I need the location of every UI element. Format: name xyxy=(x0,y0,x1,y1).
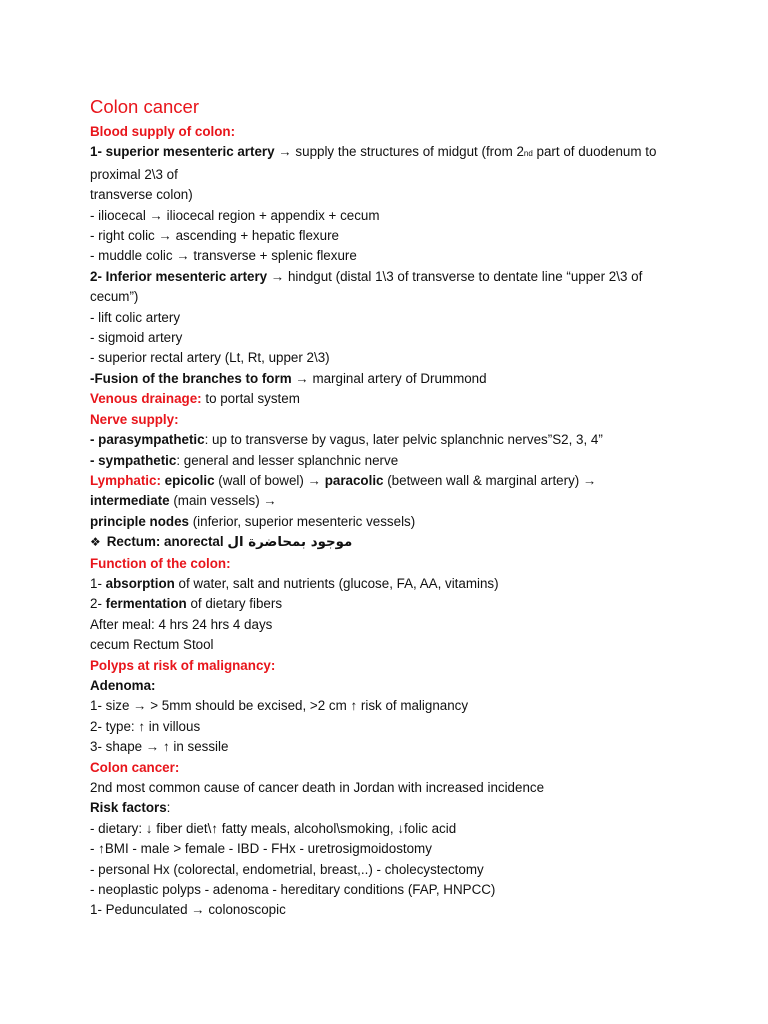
sma-branch: - muddle colic → transverse + splenic flexure xyxy=(90,248,357,264)
lymphatic-label: Lymphatic xyxy=(90,472,157,488)
sma-wrap-2: transverse colon) xyxy=(90,187,193,203)
sma-text-a: → supply the structures of midgut (from 2 xyxy=(274,144,524,160)
adenoma-heading: Adenoma: xyxy=(90,677,156,693)
risk-item: - ↑BMI - male > female - IBD - FHx - uretrosigmoidostomy xyxy=(90,841,432,857)
ima-branch: - sigmoid artery xyxy=(90,330,183,346)
polyps-heading: Polyps at risk of malignancy: xyxy=(90,657,276,673)
fusion-text: → marginal artery of Drummond xyxy=(291,370,487,386)
principle-text: (inferior, superior mesenteric vessels) xyxy=(188,513,416,529)
sympathetic-line xyxy=(90,451,690,471)
intermediate-label: intermediate xyxy=(90,493,170,509)
rectum-label: Rectum: anorectal xyxy=(106,534,224,550)
paracolic-label: paracolic xyxy=(324,472,384,488)
function-heading: Function of the colon: xyxy=(90,555,231,571)
risk-item: - personal Hx (colorectal, endometrial, breast,..) - cholecystectomy xyxy=(90,861,484,877)
rectum-arabic-note: موجود بمحاضرة ال xyxy=(227,535,353,551)
parasympathetic-label: - parasympathetic xyxy=(90,432,205,448)
lymphatic-colon: : xyxy=(156,472,165,488)
fermentation-prefix: 2- xyxy=(90,596,106,612)
sma-branch: - iliocecal → iliocecal region + appendix + cecum xyxy=(90,207,380,223)
fermentation-text: of dietary fibers xyxy=(186,596,283,612)
paracolic-text: (between wall & marginal artery) → xyxy=(383,472,597,488)
fermentation-line xyxy=(90,594,690,614)
blood-supply-heading: Blood supply of colon: xyxy=(90,124,236,139)
ima-branch: - superior rectal artery (Lt, Rt, upper 2\3) xyxy=(90,350,330,366)
ima-label: 2- Inferior mesenteric artery xyxy=(90,268,268,284)
absorption-label: absorption xyxy=(105,575,175,591)
absorption-line xyxy=(90,574,690,594)
principle-label: principle nodes xyxy=(90,513,189,529)
risk-factors-heading: Risk factors xyxy=(90,800,167,816)
principle-line xyxy=(90,512,690,532)
epicolic-text: (wall of bowel) → xyxy=(214,472,325,488)
intermediate-line xyxy=(90,491,690,511)
rectum-line xyxy=(90,532,690,553)
ima-text: → hindgut (distal 1\3 of transverse to dentate line “upper 2\3 of xyxy=(267,268,643,284)
risk-item: - neoplastic polyps - adenoma - hereditary conditions (FAP, HNPCC) xyxy=(90,882,496,898)
lymphatic-line xyxy=(90,471,690,491)
page-title: Colon cancer xyxy=(90,96,200,117)
document-content xyxy=(90,94,690,921)
venous-line xyxy=(90,389,690,409)
adenoma-item: 3- shape → ↑ in sessile xyxy=(90,739,229,755)
sma-branch: - right colic → ascending + hepatic flexure xyxy=(90,228,339,244)
risk-factors-line xyxy=(90,798,690,818)
sma-wrap-1: proximal 2\3 of xyxy=(90,166,178,182)
sma-text-b: part of duodenum to xyxy=(532,144,657,160)
sma-line xyxy=(90,142,690,164)
transit-path-line: cecum Rectum Stool xyxy=(90,637,214,653)
risk-item: - dietary: ↓ fiber diet\↑ fatty meals, alcohol\smoking, ↓folic acid xyxy=(90,820,457,836)
parasympathetic-text: : up to transverse by vagus, later pelvic splanchnic nerves”S2, 3, 4” xyxy=(204,432,603,448)
after-meal-line: After meal: 4 hrs 24 hrs 4 days xyxy=(90,616,273,632)
ima-branch: - lift colic artery xyxy=(90,309,181,325)
fusion-line xyxy=(90,369,690,389)
absorption-text: of water, salt and nutrients (glucose, FA, AA, vitamins) xyxy=(174,575,499,591)
fermentation-label: fermentation xyxy=(105,596,187,612)
sma-label: 1- superior mesenteric artery xyxy=(90,144,275,160)
parasympathetic-line xyxy=(90,430,690,450)
ima-wrap: cecum”) xyxy=(90,289,139,305)
venous-text: to portal system xyxy=(201,391,300,407)
sympathetic-label: - sympathetic xyxy=(90,452,177,468)
sma-superscript: nd xyxy=(523,149,533,159)
diamond-bullet-icon: ❖ xyxy=(90,535,101,550)
epicolic-label: epicolic xyxy=(164,472,215,488)
intermediate-text: (main vessels) → xyxy=(169,493,277,509)
colon-cancer-heading: Colon cancer: xyxy=(90,759,180,775)
sympathetic-text: : general and lesser splanchnic nerve xyxy=(176,452,399,468)
adenoma-item: 1- size → > 5mm should be excised, >2 cm ↑ risk of malignancy xyxy=(90,698,469,714)
risk-item: 1- Pedunculated → colonoscopic xyxy=(90,902,286,918)
venous-label: Venous drainage: xyxy=(90,391,202,407)
nerve-heading: Nerve supply: xyxy=(90,411,179,427)
absorption-prefix: 1- xyxy=(90,575,106,591)
risk-factors-colon: : xyxy=(166,800,171,816)
fusion-label: -Fusion of the branches to form xyxy=(90,370,292,386)
ima-line xyxy=(90,267,690,287)
colon-cancer-text: 2nd most common cause of cancer death in Jordan with increased incidence xyxy=(90,780,545,795)
adenoma-item: 2- type: ↑ in villous xyxy=(90,718,201,734)
